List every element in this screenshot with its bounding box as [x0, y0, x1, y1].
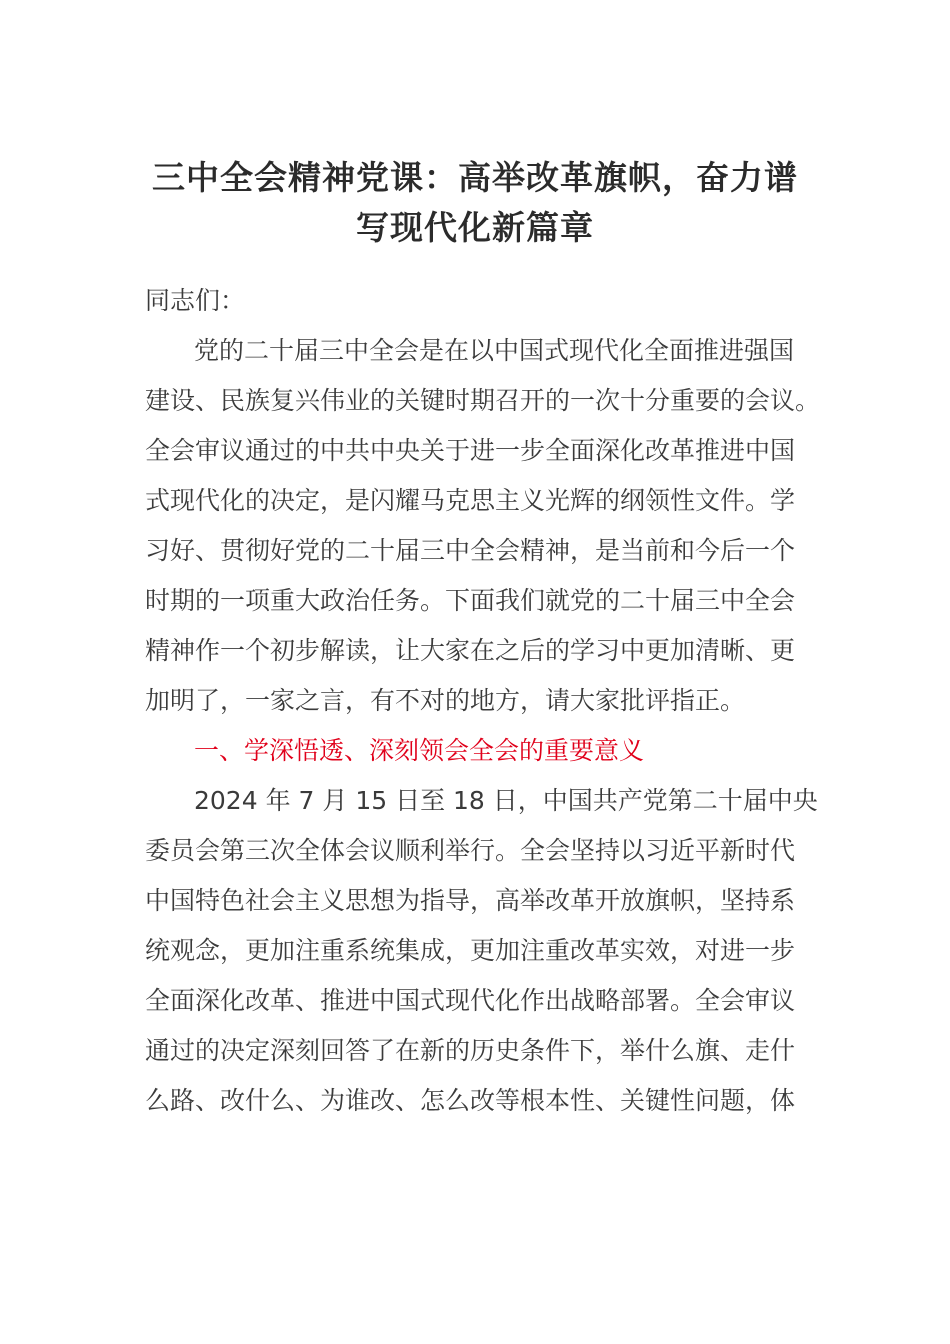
document-title-line-1: 三中全会精神党课：高举改革旗帜，奋力谱 [152, 158, 798, 197]
paragraph-1-line: 时期的一项重大政治任务。下面我们就党的二十届三中全会 [145, 586, 796, 615]
paragraph-1-line: 全会审议通过的中共中央关于进一步全面深化改革推进中国 [145, 436, 796, 465]
paragraph-1-line: 建设、民族复兴伟业的关键时期召开的一次十分重要的会议。 [145, 386, 821, 415]
paragraph-1-line: 精神作一个初步解读，让大家在之后的学习中更加清晰、更 [145, 636, 796, 665]
document-title-line-2: 写现代化新篇章 [356, 208, 594, 247]
paragraph-1-line: 加明了，一家之言，有不对的地方，请大家批评指正。 [145, 686, 746, 715]
paragraph-1-line: 习好、贯彻好党的二十届三中全会精神，是当前和今后一个 [145, 536, 796, 565]
paragraph-2-line: 统观念，更加注重系统集成，更加注重改革实效，对进一步 [145, 936, 796, 965]
section-heading-1: 一、学深悟透、深刻领会全会的重要意义 [194, 736, 645, 765]
paragraph-2-line: 委员会第三次全体会议顺利举行。全会坚持以习近平新时代 [145, 836, 796, 865]
paragraph-1-line: 党的二十届三中全会是在以中国式现代化全面推进强国 [194, 336, 795, 365]
paragraph-2-line: 2024 年 7 月 15 日至 18 日，中国共产党第二十届中央 [194, 786, 818, 815]
paragraph-2-line: 全面深化改革、推进中国式现代化作出战略部署。全会审议 [145, 986, 796, 1015]
paragraph-2-line: 通过的决定深刻回答了在新的历史条件下，举什么旗、走什 [145, 1036, 796, 1065]
paragraph-2-line: 中国特色社会主义思想为指导，高举改革开放旗帜，坚持系 [145, 886, 796, 915]
paragraph-1-line: 式现代化的决定，是闪耀马克思主义光辉的纲领性文件。学 [145, 486, 796, 515]
paragraph-2-line: 么路、改什么、为谁改、怎么改等根本性、关键性问题，体 [145, 1086, 796, 1115]
salutation: 同志们： [145, 286, 246, 315]
